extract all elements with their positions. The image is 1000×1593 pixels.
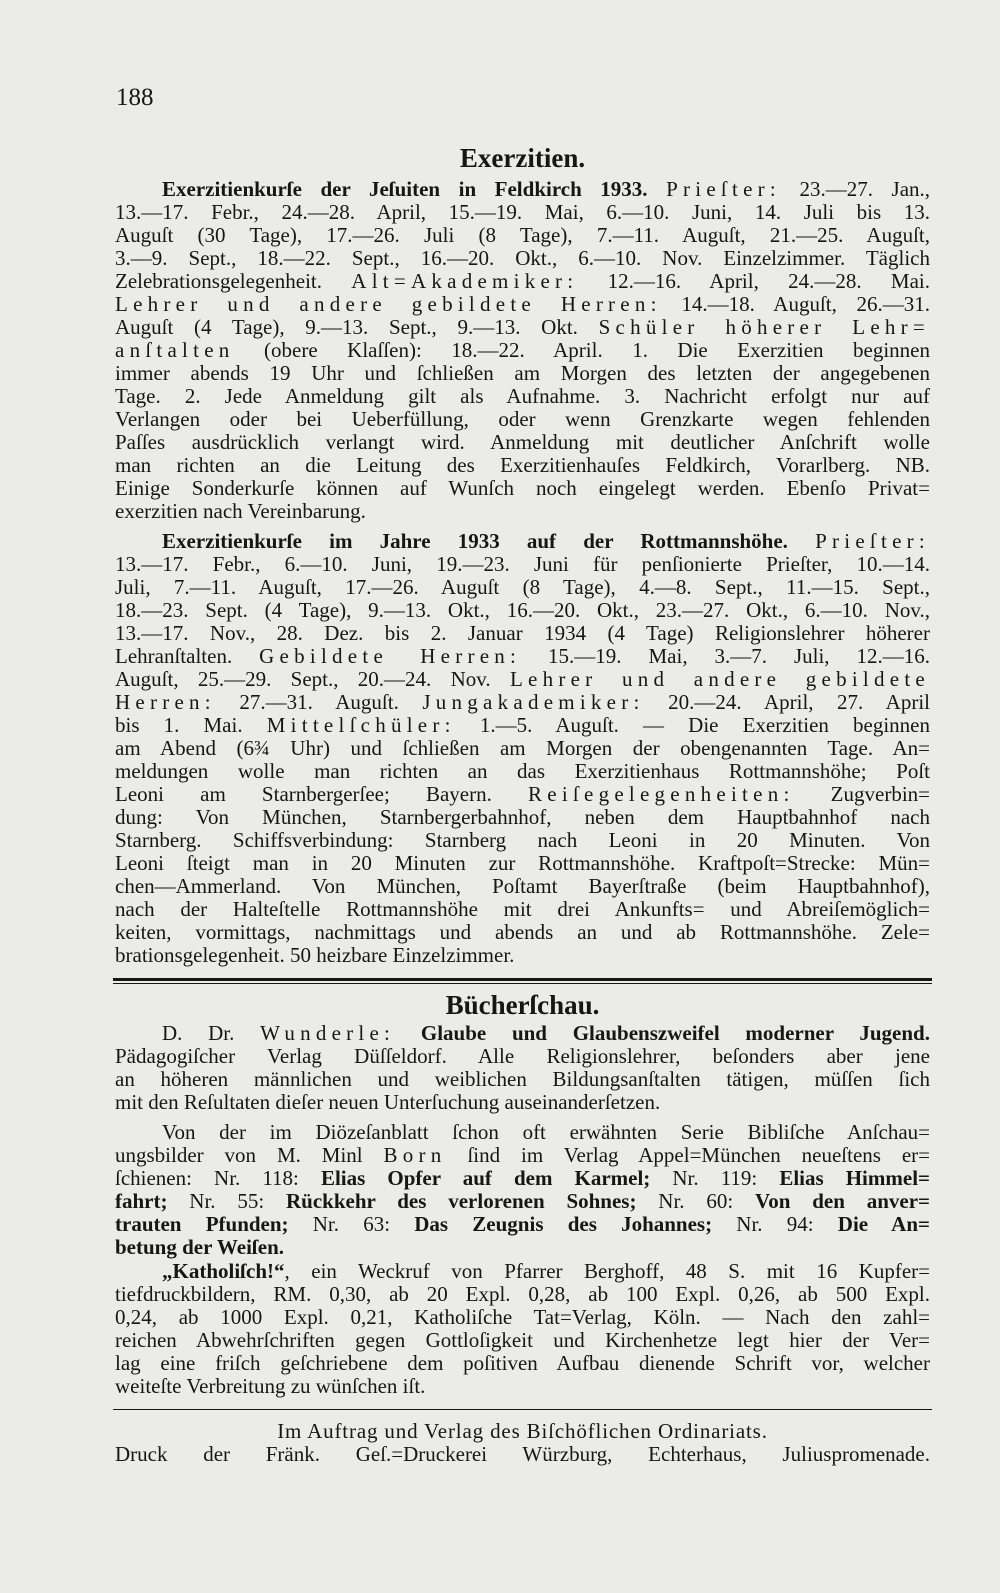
text-run: Nr. 55:	[167, 1189, 286, 1213]
bold-text: Von den anver=	[754, 1189, 930, 1213]
text-run: keiten, vormittags, nachmittags und abends an und ab Rottmannshöhe. Zele=	[115, 920, 930, 944]
text-line	[115, 806, 930, 829]
text-line	[115, 921, 930, 944]
text-run: immer abends 19 Uhr und ſchließen am Morgen des letzten der angegebenen	[115, 361, 930, 385]
text-line	[115, 1375, 930, 1398]
text-line	[115, 829, 930, 852]
text-line	[115, 1167, 930, 1190]
page-number: 188	[116, 84, 154, 111]
bold-text: Exerzitienkurſe im Jahre 1933 auf der Rottmannshöhe.	[162, 529, 788, 553]
text-run: Tage. 2. Jede Anmeldung gilt als Aufnahme. 3. Nachricht erfolgt nur auf	[115, 384, 930, 408]
text-run: ungsbilder von M. Minl	[115, 1143, 384, 1167]
spaced-text: Gebildete Herren:	[259, 644, 522, 668]
section-heading-exerzitien: Exerzitien.	[459, 143, 586, 173]
bold-text: Exerzitienkurſe der Jeſuiten in Feldkirch 1933.	[162, 177, 648, 201]
section-divider	[113, 978, 932, 984]
text-run: 13.—17. Nov., 28. Dez. bis 2. Januar 1934 (4 Tage) Religionslehrer höherer	[115, 621, 930, 645]
text-run	[395, 1021, 421, 1045]
bold-text: betung der Weiſen.	[115, 1235, 284, 1259]
text-line	[115, 431, 930, 454]
text-run: am Abend (6¾ Uhr) und ſchließen am Morgen der obengenannten Tage. An=	[115, 736, 930, 760]
text-line	[115, 760, 930, 783]
text-run: an höheren männlichen und weiblichen Bildungsanſtalten tätigen, müſſen ſich	[115, 1067, 930, 1091]
text-line	[115, 1022, 930, 1045]
text-line	[115, 362, 930, 385]
text-line	[115, 224, 930, 247]
text-run: (obere Klaſſen): 18.—22. April. 1. Die Exerzitien beginnen	[234, 338, 930, 362]
text-line	[115, 1144, 930, 1167]
text-run: 14.—18. Auguſt, 26.—31.	[661, 292, 930, 316]
text-line	[115, 1236, 930, 1259]
text-line	[115, 1352, 930, 1375]
text-line	[115, 1121, 930, 1144]
text-run: 1.—5. Auguſt. — Die Exerzitien beginnen	[455, 713, 930, 737]
text-line	[115, 293, 930, 316]
text-run: , ein Weckruf von Pfarrer Berghoff, 48 S. mit 16 Kupfer=	[284, 1259, 930, 1283]
text-line	[115, 1213, 930, 1236]
text-line	[115, 599, 930, 622]
text-run: reichen Abwehrſchriften gegen Gottloſigkeit und Kirchenhetze legt hier der Ver=	[115, 1328, 930, 1352]
text-line	[115, 1190, 930, 1213]
text-line	[115, 454, 930, 477]
text-run: Von der im Diözeſanblatt ſchon oft erwähnten Serie Bibliſche Anſchau=	[162, 1120, 930, 1144]
text-line	[115, 339, 930, 362]
text-line	[115, 668, 930, 691]
bold-text: Das Zeugnis des Johannes;	[414, 1212, 713, 1236]
text-run: 12.—16. April, 24.—28. Mai.	[578, 269, 931, 293]
text-line	[115, 500, 930, 523]
text-line	[115, 645, 930, 668]
section-heading-buecherschau: Bücherſchau.	[445, 990, 600, 1020]
text-line	[115, 247, 930, 270]
text-run: exerzitien nach Vereinbarung.	[115, 499, 366, 523]
spaced-text: Lehrer und andere gebildete Herren:	[115, 292, 662, 316]
text-run: 20.—24. April, 27. April	[644, 690, 930, 714]
text-line	[115, 944, 930, 967]
text-run: Nr. 94:	[712, 1212, 838, 1236]
text-run: bis 1. Mai.	[115, 713, 267, 737]
text-run: Auguſt, 25.—29. Sept., 20.—24. Nov.	[115, 667, 510, 691]
text-run: Auguſt (4 Tage), 9.—13. Sept., 9.—13. Okt.	[115, 315, 599, 339]
text-run: 0,24, ab 1000 Expl. 0,21, Katholiſche Tat=Verlag, Köln. — Nach den zahl=	[115, 1305, 930, 1329]
text-line	[115, 1306, 930, 1329]
text-line	[115, 714, 930, 737]
text-run: Auguſt (30 Tage), 17.—26. Juli (8 Tage), 7.—11. Auguſt, 21.—25. Auguſt,	[115, 223, 930, 247]
text-line	[115, 737, 930, 760]
imprint-printer: Druck der Fränk. Geſ.=Druckerei Würzburg, Echterhaus, Juliuspromenade.	[115, 1442, 930, 1466]
text-line	[115, 1283, 930, 1306]
text-run: Zelebrationsgelegenheit.	[115, 269, 352, 293]
text-run: Paſſes ausdrücklich verlangt wird. Anmeldung mit deutlicher Anſchrift wolle	[115, 430, 930, 454]
text-run: chen—Ammerland. Von München, Poſtamt Bayerſtraße (beim Hauptbahnhof),	[115, 874, 930, 898]
bold-text: Glaube und Glaubenszweifel moderner Jugend.	[420, 1021, 930, 1045]
text-line	[115, 530, 930, 553]
text-run: weiteſte Verbreitung zu wünſchen iſt.	[115, 1374, 426, 1398]
text-line	[115, 783, 930, 806]
text-run: Starnberg. Schiffsverbindung: Starnberg nach Leoni in 20 Minuten. Von	[115, 828, 930, 852]
text-line	[115, 576, 930, 599]
text-run: Leoni am Starnbergerſee; Bayern.	[115, 782, 529, 806]
text-line	[115, 316, 930, 339]
text-run	[648, 177, 667, 201]
bold-text: „Katholiſch!“	[162, 1259, 285, 1283]
text-line	[115, 1045, 930, 1068]
text-run: Juli, 7.—11. Auguſt, 17.—26. Auguſt (8 Tage), 4.—8. Sept., 11.—15. Sept.,	[115, 575, 930, 599]
text-run: 13.—17. Febr., 24.—28. April, 15.—19. Mai, 6.—10. Juni, 14. Juli bis 13.	[115, 200, 930, 224]
text-run: 23.—27. Jan.,	[780, 177, 931, 201]
text-line	[115, 477, 930, 500]
text-line	[115, 875, 930, 898]
text-run: Verlangen oder bei Ueberfüllung, oder wenn Grenzkarte wegen fehlenden	[115, 407, 930, 431]
bold-text: fahrt;	[115, 1189, 168, 1213]
bold-text: Rückkehr des verlorenen Sohnes;	[285, 1189, 637, 1213]
text-run: man richten an die Leitung des Exerzitienhauſes Feldkirch, Vorarlberg. NB.	[115, 453, 930, 477]
text-line	[115, 178, 930, 201]
spaced-text: Born	[383, 1143, 447, 1167]
text-run: Nr. 60:	[636, 1189, 755, 1213]
paragraph-review-bible-pictures	[115, 1121, 930, 1259]
text-line	[115, 1329, 930, 1352]
spaced-text: anſtalten	[115, 338, 235, 362]
bold-text: Elias Himmel=	[779, 1166, 930, 1190]
text-line	[115, 898, 930, 921]
text-run: tiefdruckbildern, RM. 0,30, ab 20 Expl. 0,28, ab 100 Expl. 0,26, ab 500 Expl.	[115, 1282, 930, 1306]
text-run: Lehranſtalten.	[115, 644, 260, 668]
text-line	[115, 201, 930, 224]
text-run: 15.—19. Mai, 3.—7. Juli, 12.—16.	[521, 644, 930, 668]
text-run: 27.—31. Auguſt.	[215, 690, 423, 714]
text-run: Leoni ſteigt man in 20 Minuten zur Rottmannshöhe. Kraftpoſt=Strecke: Mün=	[115, 851, 930, 875]
paragraph-review-katholisch	[115, 1260, 930, 1398]
text-line	[115, 1068, 930, 1091]
text-run: ſchienen: Nr. 118:	[115, 1166, 321, 1190]
spaced-text: Wunderle:	[260, 1021, 396, 1045]
text-run: mit den Reſultaten dieſer neuen Unterſuchung auseinanderſetzen.	[115, 1090, 661, 1114]
bold-text: Die An=	[837, 1212, 930, 1236]
text-run	[788, 529, 815, 553]
footer-divider	[113, 1409, 932, 1410]
text-run: Nr. 63:	[288, 1212, 415, 1236]
text-run: 3.—9. Sept., 18.—22. Sept., 16.—20. Okt., 6.—10. Nov. Einzelzimmer. Täglich	[115, 246, 930, 270]
bold-text: Elias Opfer auf dem Karmel;	[320, 1166, 651, 1190]
text-run: nach der Halteſtelle Rottmannshöhe mit drei Ankunfts= und Abreiſemöglich=	[115, 897, 930, 921]
text-run: Pädagogiſcher Verlag Düſſeldorf. Alle Religionslehrer, beſonders aber jene	[115, 1044, 930, 1068]
spaced-text: Alt=Akademiker:	[351, 269, 579, 293]
spaced-text: Schüler höherer Lehr=	[598, 315, 930, 339]
text-run: Zugverbin=	[794, 782, 930, 806]
paragraph-rottmannshoehe-retreats	[115, 530, 930, 967]
text-line	[115, 1260, 930, 1283]
text-run: lag eine friſch geſchriebene dem poſitiven Aufbau dienende Schrift vor, welcher	[115, 1351, 930, 1375]
text-run: D. Dr.	[162, 1021, 261, 1045]
bold-text: trauten Pfunden;	[115, 1212, 289, 1236]
spaced-text: Prieſter:	[815, 529, 930, 553]
spaced-text: Lehrer und andere gebildete	[509, 667, 930, 691]
imprint-publisher: Im Auftrag und Verlag des Biſchöflichen Ordinariats.	[277, 1419, 768, 1443]
text-run: 13.—17. Febr., 6.—10. Juni, 19.—23. Juni für penſionierte Prieſter, 10.—14.	[115, 552, 930, 576]
text-line	[115, 408, 930, 431]
text-run: Nr. 119:	[650, 1166, 780, 1190]
text-run: meldungen wolle man richten an das Exerzitienhaus Rottmannshöhe; Poſt	[115, 759, 930, 783]
spaced-text: Prieſter:	[666, 177, 781, 201]
spaced-text: Mittelſchüler:	[266, 713, 456, 737]
spaced-text: Reiſegelegenheiten:	[528, 782, 795, 806]
text-run: dung: Von München, Starnbergerbahnhof, neben dem Hauptbahnhof nach	[115, 805, 930, 829]
text-run: 18.—23. Sept. (4 Tage), 9.—13. Okt., 16.—20. Okt., 23.—27. Okt., 6.—10. Nov.,	[115, 598, 930, 622]
spaced-text: Jungakademiker:	[422, 690, 645, 714]
text-line	[115, 553, 930, 576]
text-line	[115, 1091, 930, 1114]
text-run: ſind im Verlag Appel=München neueſtens er=	[446, 1143, 931, 1167]
text-run: Einige Sonderkurſe können auf Wunſch noch eingelegt werden. Ebenſo Privat=	[115, 476, 930, 500]
paragraph-feldkirch-retreats	[115, 178, 930, 523]
text-line	[115, 270, 930, 293]
text-run: brationsgelegenheit. 50 heizbare Einzelzimmer.	[115, 943, 515, 967]
text-line	[115, 691, 930, 714]
spaced-text: Herren:	[115, 690, 216, 714]
text-line	[115, 852, 930, 875]
text-line	[115, 622, 930, 645]
paragraph-review-wunderle	[115, 1022, 930, 1114]
text-line	[115, 385, 930, 408]
